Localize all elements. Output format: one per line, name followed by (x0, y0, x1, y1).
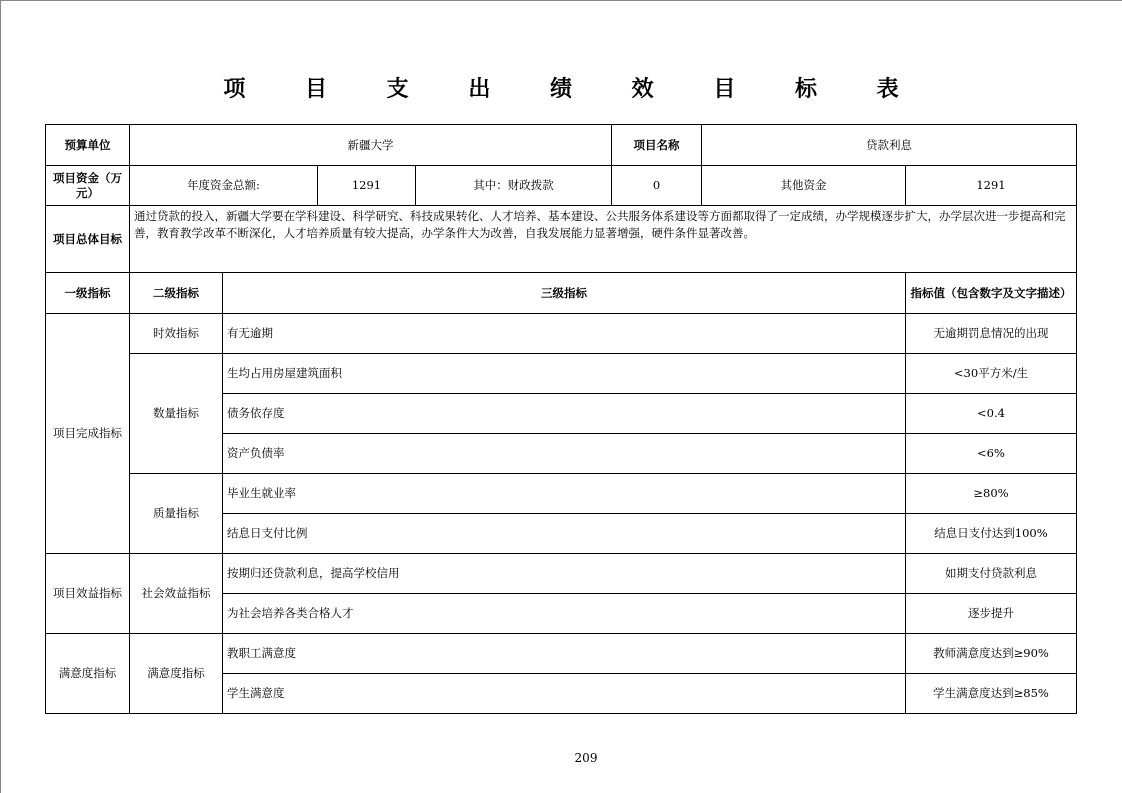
level3-indicator: 资产负债率 (223, 434, 906, 474)
fiscal-label: 其中：财政拨款 (416, 166, 612, 206)
indicator-row (46, 354, 1077, 394)
indicator-value: <30平方米/生 (906, 354, 1077, 394)
indicator-value: 教师满意度达到≥90% (906, 634, 1077, 674)
indicator-row (46, 474, 1077, 514)
level2-indicator: 社会效益指标 (130, 554, 223, 634)
level1-indicator: 项目效益指标 (46, 554, 130, 634)
level1-indicator: 项目完成指标 (46, 314, 130, 554)
level3-indicator: 毕业生就业率 (223, 474, 906, 514)
indicator-value: 逐步提升 (906, 594, 1077, 634)
overall-goal-label: 项目总体目标 (46, 206, 130, 273)
indicator-value: <0.4 (906, 394, 1077, 434)
other-funds-value: 1291 (906, 166, 1077, 206)
row-project-funds (46, 166, 1077, 206)
indicator-value: 学生满意度达到≥85% (906, 674, 1077, 714)
column-header-level3: 三级指标 (223, 273, 906, 314)
fiscal-value: 0 (612, 166, 702, 206)
level3-indicator: 结息日支付比例 (223, 514, 906, 554)
page-edge-left (0, 0, 1, 793)
level3-indicator: 债务依存度 (223, 394, 906, 434)
indicator-value: <6% (906, 434, 1077, 474)
level3-indicator: 有无逾期 (223, 314, 906, 354)
annual-total-label: 年度资金总额: (130, 166, 318, 206)
page-title: 项 目 支 出 绩 效 目 标 表 (223, 77, 925, 102)
level2-indicator: 满意度指标 (130, 634, 223, 714)
level2-indicator: 数量指标 (130, 354, 223, 474)
row-column-headers (46, 273, 1077, 314)
indicator-row (46, 634, 1077, 674)
level3-indicator: 为社会培养各类合格人才 (223, 594, 906, 634)
indicator-value: 如期支付贷款利息 (906, 554, 1077, 594)
level2-indicator: 时效指标 (130, 314, 223, 354)
indicator-row (46, 314, 1077, 354)
annual-total-value: 1291 (318, 166, 416, 206)
level1-indicator: 满意度指标 (46, 634, 130, 714)
row-budget-unit (46, 125, 1077, 166)
level2-indicator: 质量指标 (130, 474, 223, 554)
indicator-value: 无逾期罚息情况的出现 (906, 314, 1077, 354)
project-funds-label: 项目资金（万元） (46, 166, 130, 206)
project-name-value: 贷款利息 (702, 125, 1077, 166)
budget-unit-value: 新疆大学 (130, 125, 612, 166)
level3-indicator: 教职工满意度 (223, 634, 906, 674)
column-header-level1: 一级指标 (46, 273, 130, 314)
budget-unit-label: 预算单位 (46, 125, 130, 166)
other-funds-label: 其他资金 (702, 166, 906, 206)
indicator-row (46, 554, 1077, 594)
overall-goal-text: 通过贷款的投入，新疆大学要在学科建设、科学研究、科技成果转化、人才培养、基本建设、公共服务体系建设等方面都取得了一定成绩，办学规模逐步扩大，办学层次进一步提高和完善，教育教学改革不断深化，人才培养质量有较大提高，办学条件大为改善，自我发展能力显著增强，硬件条件显著改善。 (130, 206, 1077, 273)
project-name-label: 项目名称 (612, 125, 702, 166)
column-header-value: 指标值（包含数字及文字描述） (906, 273, 1077, 314)
page-number: 209 (574, 751, 598, 765)
indicator-value: ≥80% (906, 474, 1077, 514)
indicator-value: 结息日支付达到100% (906, 514, 1077, 554)
level3-indicator: 按期归还贷款利息，提高学校信用 (223, 554, 906, 594)
performance-table (45, 124, 1077, 714)
page-edge-top (0, 0, 1122, 1)
row-overall-goal (46, 206, 1077, 273)
table-body (46, 125, 1077, 714)
level3-indicator: 生均占用房屋建筑面积 (223, 354, 906, 394)
level3-indicator: 学生满意度 (223, 674, 906, 714)
column-header-level2: 二级指标 (130, 273, 223, 314)
